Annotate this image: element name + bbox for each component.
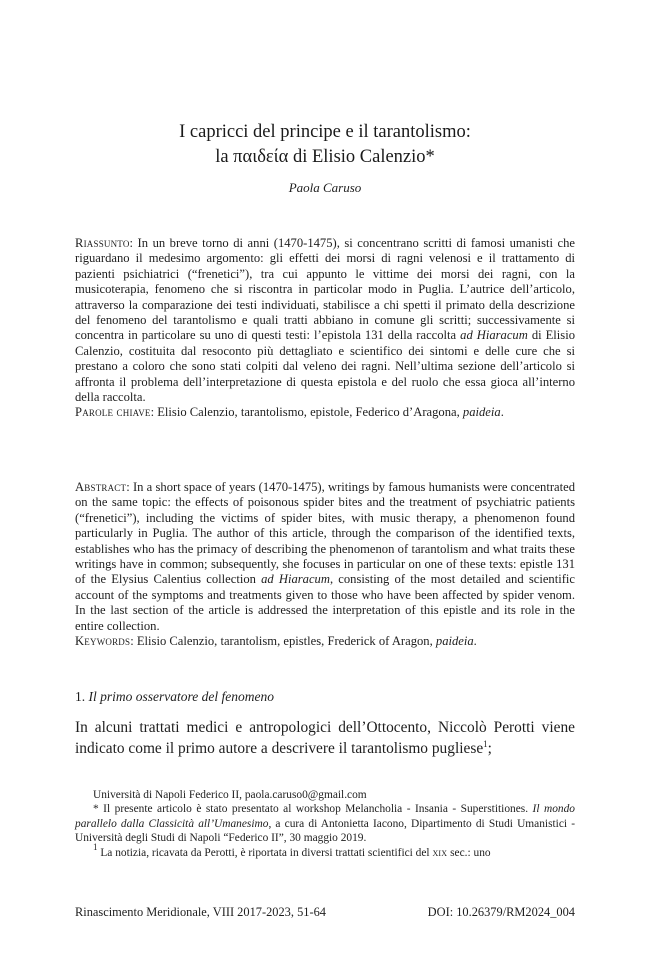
riassunto-label: Riassunto (75, 236, 130, 250)
footnotes (75, 788, 575, 860)
abstract-text-2: , consisting of the most detailed and scientific account of the symptoms and treatments given to those who have been affected by spider venom. In the last section of the article is addressed the interpretation of this epistle and its role in the entire collection. (75, 572, 575, 633)
footnote-1 (75, 841, 575, 860)
footnote-1-text: La notizia, ricavata da Perotti, è riportata in diversi trattati scientifici del (97, 846, 433, 859)
parole-chiave-paragraph (75, 405, 575, 420)
keywords-text: : Elisio Calenzio, tarantolism, epistles, Frederick of Aragon, (130, 634, 436, 649)
footnote-star (75, 802, 575, 845)
title-line-1: I capricci del principe e il tarantolismo: (179, 122, 471, 142)
section-number: 1. (75, 689, 89, 704)
abstract-paragraph (75, 480, 575, 634)
riassunto-text-2: di Elisio Calenzio, costituita dal resoconto più dettagliato e scientifico dei sintomi e delle cure che si prestano a coloro che sono stati colpiti dal veleno dei ragni. Nell’ultima sezione dell’articolo si affronta il problema dell’interpretazione di questa epistola e del ruolo che essa gioca all’interno della raccolta. (75, 328, 576, 405)
section-title: Il primo osservatore del fenomeno (88, 689, 274, 704)
parole-chiave-text: : Elisio Calenzio, tarantolismo, epistole, Federico d’Aragona, (150, 405, 463, 420)
english-abstract (75, 480, 575, 649)
body-end: ; (487, 739, 492, 757)
keywords-end: . (473, 634, 477, 649)
footnote-1-text-2: sec.: uno (447, 846, 491, 859)
abstract-text: : In a short space of years (1470-1475), writings by famous humanists were concentrated on the same topic: the effects of poisonous spider bites and the treatment of psychiatric patients (“frenetici”), including the victims of spider bites, with music therapy, a phenomenon found particularly in Puglia. The author of this article, through the comparison of the identified texts, establishes who has the primacy of describing the phenomenon of tarantolism and what traits these writings have in common; subsequently, she focuses in particular on one of these texts: epistle 131 of the Elysius Calentius collection (75, 480, 575, 587)
footnote-star-italic: Il mondo parallelo dalla Classicità all’Umanesimo (75, 803, 575, 830)
author-name: Paola Caruso (288, 180, 362, 195)
body-paragraph (75, 718, 575, 759)
footnote-star-text-2: , a cura di Antonietta Iacono, Dipartimento di Studi Umanistici - Università degli Studi di Napoli “Federico II”, 30 maggio 2019. (75, 817, 576, 845)
keywords-italic: paideia (435, 634, 474, 649)
riassunto-text: : In un breve torno di anni (1470-1475), si concentrano scritti di famosi umanisti che riguardano il medesimo argomento: gli effetti dei morsi di ragni velenosi e il trattamento di pazienti psichiatrici (“frenetici”), tra cui appunto le vittime dei morsi dei ragni, con la musicoterapia, fenomeno che si riscontra in particolar modo in Puglia. L’autrice dell’articolo, attraverso la comparazione dei testi individuati, stabilisce a chi spetti il primato della descrizione del fenomeno del tarantolismo e quali tratti abbiano in comune gli scritti; successivamente si concentra in particolare su uno di questi testi: l’epistola 131 della raccolta (75, 236, 575, 343)
article-title (75, 120, 575, 170)
parole-chiave-end: . (500, 405, 504, 420)
keywords-paragraph (75, 634, 575, 649)
footnote-1-number: 1 (93, 841, 98, 852)
footnote-star-text: * Il presente articolo è stato presentato al workshop Melancholia - Insania - Superstitiones. (93, 803, 533, 816)
keywords-label: Keywords (75, 634, 131, 649)
abstract-label: Abstract (75, 480, 127, 494)
parole-chiave-label: Parole chiave (75, 405, 151, 420)
footnote-ref-1[interactable]: 1 (483, 738, 488, 749)
footnote-affiliation: Università di Napoli Federico II, paola.caruso0@gmail.com (93, 789, 367, 801)
section-heading (75, 688, 274, 706)
journal-citation: Rinascimento Meridionale, VIII 2017-2023, 51-64 (75, 905, 326, 919)
riassunto-paragraph (75, 236, 575, 405)
italian-abstract (75, 236, 575, 421)
abstract-italic: ad Hiaracum (261, 572, 330, 587)
footnote-1-century: xix (432, 846, 448, 859)
riassunto-italic: ad Hiaracum (460, 328, 528, 343)
doi-label: DOI: 10.26379/RM2024_004 (427, 905, 575, 919)
parole-chiave-italic: paideia (462, 405, 501, 420)
title-line-2: la παιδεία di Elisio Calenzio* (215, 147, 435, 167)
body-text: In alcuni trattati medici e antropologici dell’Ottocento, Niccolò Perotti viene indicato come il primo autore a descrivere il tarantolismo pugliese (75, 719, 575, 757)
